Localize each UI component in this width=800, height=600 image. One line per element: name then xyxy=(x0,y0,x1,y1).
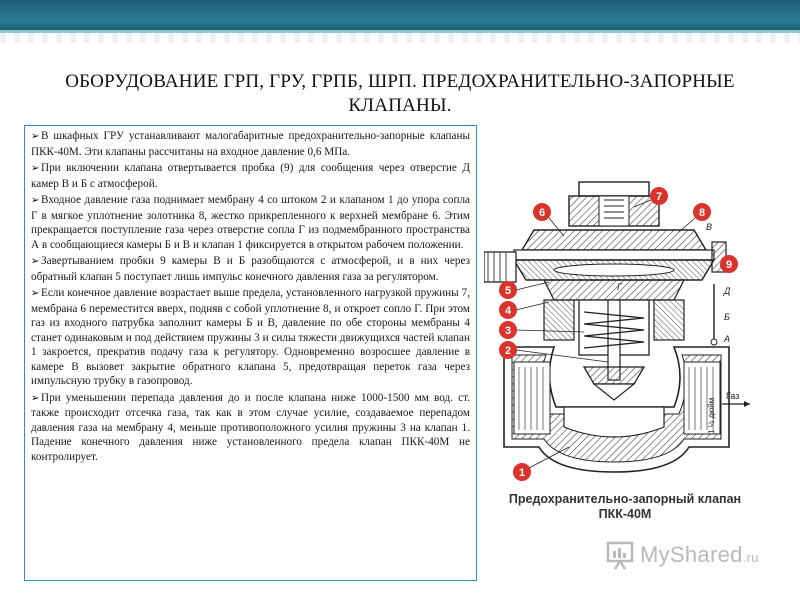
callout-9 xyxy=(720,255,738,273)
bullet-text: При уменьшении перепада давления до и после клапана ниже 1000-1500 мм вод. ст. также происходит отсечка газа, так как в этом случае усилие, создаваемое перепадом давления газа на мембрану 4, меньше противоположного усилия пружины 3 на клапан 1. Падение конечного давления ниже установленного предела клапан ПКК-40М не контролирует. xyxy=(31,391,470,463)
top-band xyxy=(0,0,800,30)
svg-text:3: 3 xyxy=(504,325,512,337)
bullet-text: Входное давление газа поднимает мембрану 4 со штоком 2 и клапаном 1 до упора сопла Г в мягкое уплотнение золотника 8, жестко прикрепленного к верхней мембране 6. Этим прекращается поступление газа через отверстие сопла Г из подмембранного пространства А в сообщающиеся камеры Б и В и клапан 1 фиксируется в открытом рабочем положении. xyxy=(31,194,470,251)
letter-label: Г xyxy=(617,282,622,292)
svg-text:2: 2 xyxy=(504,345,512,357)
bullet-item xyxy=(31,286,470,389)
middle-section xyxy=(544,280,684,380)
upper-housing xyxy=(514,230,714,280)
valve-diagram xyxy=(484,172,754,492)
letter-label: Д xyxy=(724,286,731,296)
arrow-bullet-icon: ➢ xyxy=(31,288,40,299)
svg-text:4: 4 xyxy=(504,305,512,317)
arrow-bullet-icon: ➢ xyxy=(31,131,40,142)
arrow-bullet-icon: ➢ xyxy=(31,163,40,174)
arrow-bullet-icon: ➢ xyxy=(31,256,40,267)
arrow-bullet-icon: ➢ xyxy=(31,195,40,206)
svg-text:6: 6 xyxy=(538,207,546,219)
left-fitting xyxy=(484,252,516,282)
svg-text:7: 7 xyxy=(655,191,663,203)
bullet-text: Если конечное давление возрастает выше предела, установленного нагрузкой пружины 7, мембрана 6 переместится вверх, подняв с собой уплотнение 8, и откроет сопло Г. При этом газ из входного патрубка заполнит камеры Б и В, давление по обе стороны мембраны 4 станет одинаковым и под действием пружины 3 и силы тяжести движущихся частей клапан 1 закроется, прекратив подачу газа к регулятору. Одновременно возросшее давление в камере В вызовет закрытие обратного клапана 5, предотвращая переток газа через импульсную трубку в газопровод. xyxy=(31,287,470,387)
bullet-list xyxy=(31,129,470,464)
bullet-item xyxy=(31,193,470,252)
letter-label: В xyxy=(706,222,713,232)
myshared-logo[interactable] xyxy=(606,537,776,573)
top-stripes xyxy=(0,33,800,43)
logo-suffix: .ru xyxy=(742,550,759,565)
gas-flow-arrow xyxy=(722,401,750,407)
valve-disc xyxy=(584,367,644,400)
svg-text:9: 9 xyxy=(725,259,733,271)
diagram-caption: Предохранительно-запорный клапан ПКК-40М xyxy=(508,492,742,521)
bullet-item xyxy=(31,161,470,191)
top-cap xyxy=(569,182,659,226)
bullet-item xyxy=(31,254,470,284)
arrow-bullet-icon: ➢ xyxy=(31,392,40,404)
pipe-size-label: 1 ½ дюйм xyxy=(707,397,716,434)
svg-text:5: 5 xyxy=(504,285,512,297)
bullet-text: В шкафных ГРУ устанавливают малогабаритные предохранительно-запорные клапаны ПКК-40М. Эти клапаны рассчитаны на входное давление 0,6 МПа. xyxy=(31,130,470,158)
bullet-text: При включении клапана отвертывается пробка (9) для сообщения через отверстие Д камер В и Б с атмосферой. xyxy=(31,162,470,190)
slide-title: ОБОРУДОВАНИЕ ГРП, ГРУ, ГРПБ, ШРП. ПРЕДОХРАНИТЕЛЬНО-ЗАПОРНЫЕ КЛАПАНЫ. xyxy=(65,71,735,116)
bullet-item xyxy=(31,129,470,159)
callout-4 xyxy=(499,301,549,319)
svg-text:1: 1 xyxy=(518,467,526,479)
bullet-item xyxy=(31,391,470,465)
letter-label: Б xyxy=(724,312,730,322)
logo-name: MyShared xyxy=(640,542,743,567)
bullet-text: Завертыванием пробки 9 камеры В и Б разобщаются с атмосферой, и в них через обратный клапан 5 поступает лишь импульс конечного давления газа за регулятором. xyxy=(31,255,470,283)
svg-text:8: 8 xyxy=(698,207,706,219)
gas-label: Газ xyxy=(726,391,740,401)
callout-5 xyxy=(499,281,549,299)
text-box xyxy=(24,125,477,581)
presentation-icon xyxy=(606,539,634,571)
letter-label: А xyxy=(724,334,731,344)
logo-text xyxy=(640,542,759,568)
